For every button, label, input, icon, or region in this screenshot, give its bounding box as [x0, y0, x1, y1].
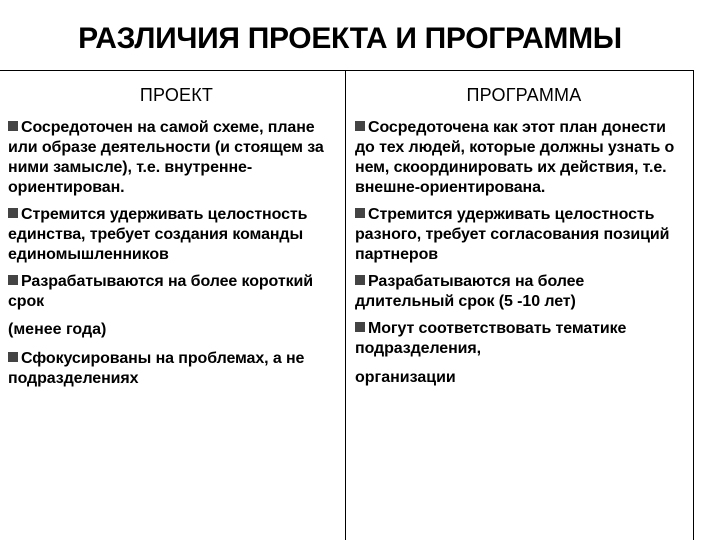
- square-bullet-icon: [355, 275, 365, 285]
- square-bullet-icon: [355, 208, 365, 218]
- program-items: [355, 118, 687, 388]
- list-item: Стремится удерживать целостность разного, требует согласования позиций партнеров: [355, 206, 670, 263]
- square-bullet-icon: [355, 121, 365, 131]
- square-bullet-icon: [8, 121, 18, 131]
- term-note: (менее года): [8, 321, 107, 338]
- list-item: Стремится удерживать целостность единства, требует создания команды единомышленников: [8, 206, 308, 263]
- list-item: Разрабатываются на более длительный срок (5 -10 лет): [355, 273, 585, 310]
- program-column: [346, 71, 693, 540]
- square-bullet-icon: [8, 352, 18, 362]
- project-column-header: ПРОЕКТ: [139, 85, 214, 105]
- list-item: Разрабатываются на более короткий срок: [8, 273, 313, 310]
- list-item: Могут соответствовать тематике подразделения,: [355, 320, 627, 357]
- list-item: Сфокусированы на проблемах, а не подразделениях: [8, 350, 305, 387]
- project-column: [0, 71, 345, 540]
- square-bullet-icon: [355, 322, 365, 332]
- list-item: Сосредоточена как этот план донести до тех людей, которые должны узнать о нем, скоординировать их действия, т.е. внешне-ориентирована.: [355, 119, 675, 196]
- comparison-table: [0, 70, 694, 540]
- slide-title: РАЗЛИЧИЯ ПРОЕКТА И ПРОГРАММЫ: [78, 22, 622, 55]
- square-bullet-icon: [8, 275, 18, 285]
- square-bullet-icon: [8, 208, 18, 218]
- project-items: [8, 118, 339, 389]
- program-column-header: ПРОГРАММА: [466, 85, 582, 105]
- list-item: Сосредоточен на самой схеме, плане или образе деятельности (и стоящем за ними замысле), т.е. внутренне-ориентирован.: [8, 119, 324, 196]
- continuation-line: организации: [355, 369, 456, 386]
